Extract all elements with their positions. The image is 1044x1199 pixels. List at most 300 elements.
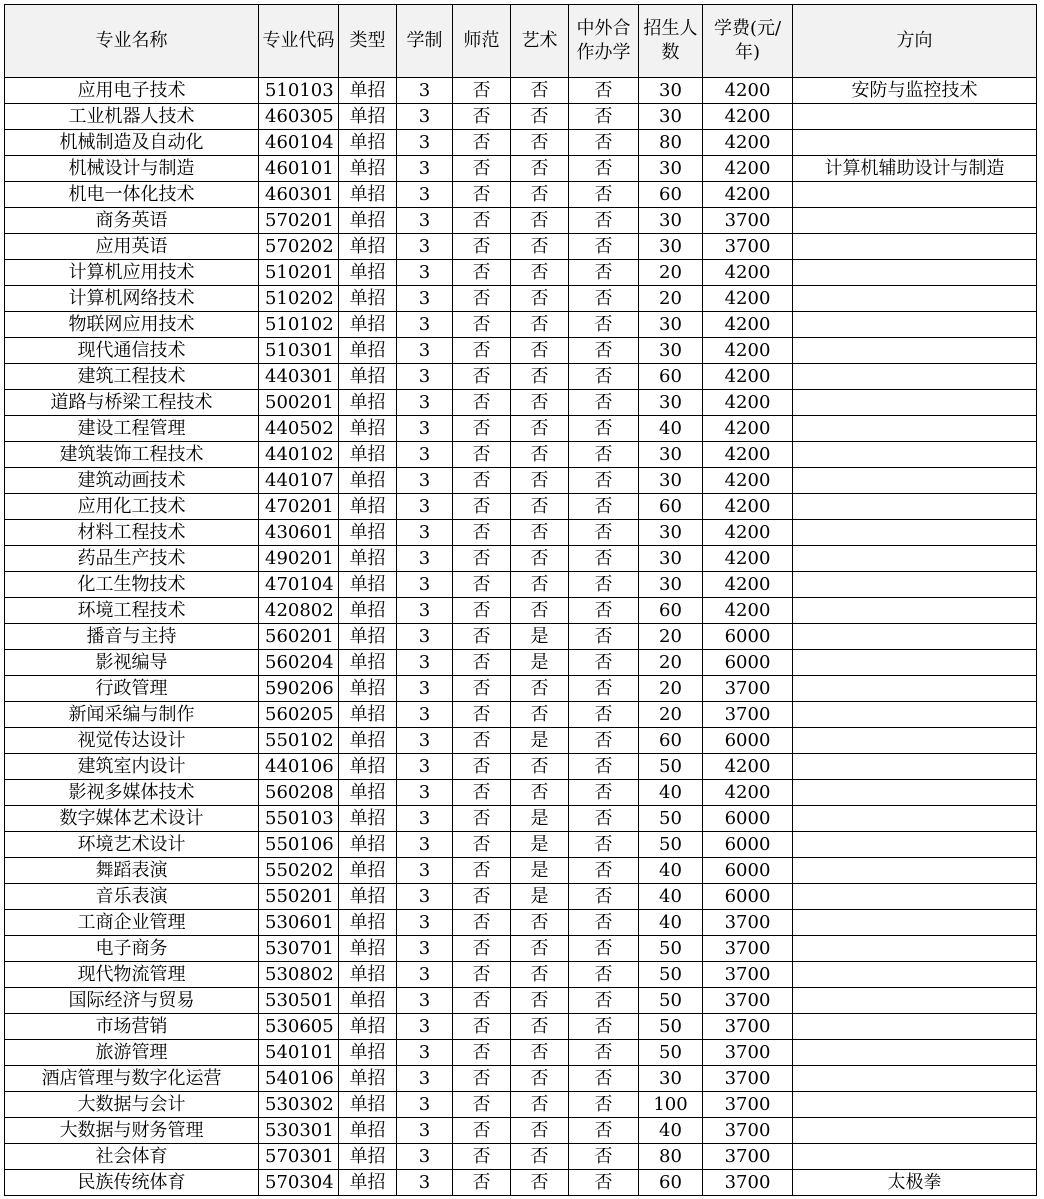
cell-type: 单招 bbox=[339, 312, 397, 338]
table-row bbox=[5, 442, 1037, 468]
cell-duration: 3 bbox=[397, 1040, 453, 1066]
cell-teacher-training: 否 bbox=[453, 1066, 511, 1092]
cell-type: 单招 bbox=[339, 104, 397, 130]
cell-duration: 3 bbox=[397, 1066, 453, 1092]
cell-direction bbox=[793, 624, 1037, 650]
cell-type: 单招 bbox=[339, 1066, 397, 1092]
cell-tuition: 3700 bbox=[703, 1066, 793, 1092]
cell-type: 单招 bbox=[339, 572, 397, 598]
cell-major-code: 490201 bbox=[259, 546, 339, 572]
cell-enrollment: 60 bbox=[639, 364, 703, 390]
cell-tuition: 3700 bbox=[703, 234, 793, 260]
table-row bbox=[5, 702, 1037, 728]
cell-tuition: 3700 bbox=[703, 1144, 793, 1170]
cell-teacher-training: 否 bbox=[453, 260, 511, 286]
cell-type: 单招 bbox=[339, 234, 397, 260]
cell-type: 单招 bbox=[339, 1170, 397, 1196]
cell-duration: 3 bbox=[397, 468, 453, 494]
cell-joint-program: 否 bbox=[569, 390, 639, 416]
cell-tuition: 6000 bbox=[703, 650, 793, 676]
cell-enrollment: 50 bbox=[639, 936, 703, 962]
cell-teacher-training: 否 bbox=[453, 832, 511, 858]
cell-art: 否 bbox=[511, 572, 569, 598]
header-duration: 学制 bbox=[397, 5, 453, 78]
cell-duration: 3 bbox=[397, 546, 453, 572]
cell-type: 单招 bbox=[339, 780, 397, 806]
cell-major-code: 560204 bbox=[259, 650, 339, 676]
table-row bbox=[5, 312, 1037, 338]
cell-teacher-training: 否 bbox=[453, 182, 511, 208]
cell-joint-program: 否 bbox=[569, 650, 639, 676]
cell-joint-program: 否 bbox=[569, 806, 639, 832]
cell-major-code: 510201 bbox=[259, 260, 339, 286]
cell-major-name: 建设工程管理 bbox=[5, 416, 259, 442]
cell-major-code: 530301 bbox=[259, 1118, 339, 1144]
cell-tuition: 6000 bbox=[703, 884, 793, 910]
cell-major-code: 560201 bbox=[259, 624, 339, 650]
cell-major-name: 数字媒体艺术设计 bbox=[5, 806, 259, 832]
cell-type: 单招 bbox=[339, 1092, 397, 1118]
cell-teacher-training: 否 bbox=[453, 390, 511, 416]
cell-direction bbox=[793, 416, 1037, 442]
cell-art: 否 bbox=[511, 676, 569, 702]
cell-major-name: 行政管理 bbox=[5, 676, 259, 702]
cell-duration: 3 bbox=[397, 1118, 453, 1144]
cell-tuition: 6000 bbox=[703, 728, 793, 754]
cell-major-name: 电子商务 bbox=[5, 936, 259, 962]
cell-major-name: 国际经济与贸易 bbox=[5, 988, 259, 1014]
cell-enrollment: 50 bbox=[639, 832, 703, 858]
header-joint-program: 中外合作办学 bbox=[569, 5, 639, 78]
cell-duration: 3 bbox=[397, 962, 453, 988]
cell-tuition: 3700 bbox=[703, 208, 793, 234]
cell-type: 单招 bbox=[339, 260, 397, 286]
table-row bbox=[5, 208, 1037, 234]
cell-joint-program: 否 bbox=[569, 780, 639, 806]
cell-duration: 3 bbox=[397, 1092, 453, 1118]
cell-teacher-training: 否 bbox=[453, 858, 511, 884]
cell-duration: 3 bbox=[397, 910, 453, 936]
cell-tuition: 4200 bbox=[703, 442, 793, 468]
cell-direction bbox=[793, 650, 1037, 676]
cell-type: 单招 bbox=[339, 1144, 397, 1170]
cell-teacher-training: 否 bbox=[453, 624, 511, 650]
cell-teacher-training: 否 bbox=[453, 1092, 511, 1118]
cell-direction bbox=[793, 676, 1037, 702]
cell-type: 单招 bbox=[339, 338, 397, 364]
cell-duration: 3 bbox=[397, 338, 453, 364]
cell-major-code: 440102 bbox=[259, 442, 339, 468]
cell-duration: 3 bbox=[397, 520, 453, 546]
cell-art: 否 bbox=[511, 1014, 569, 1040]
header-direction: 方向 bbox=[793, 5, 1037, 78]
cell-type: 单招 bbox=[339, 910, 397, 936]
cell-art: 否 bbox=[511, 416, 569, 442]
cell-major-code: 470201 bbox=[259, 494, 339, 520]
cell-teacher-training: 否 bbox=[453, 312, 511, 338]
cell-type: 单招 bbox=[339, 650, 397, 676]
cell-major-name: 影视多媒体技术 bbox=[5, 780, 259, 806]
cell-enrollment: 20 bbox=[639, 676, 703, 702]
cell-enrollment: 30 bbox=[639, 312, 703, 338]
cell-major-name: 道路与桥梁工程技术 bbox=[5, 390, 259, 416]
cell-major-code: 460305 bbox=[259, 104, 339, 130]
cell-tuition: 4200 bbox=[703, 520, 793, 546]
cell-teacher-training: 否 bbox=[453, 130, 511, 156]
cell-major-code: 530605 bbox=[259, 1014, 339, 1040]
cell-tuition: 4200 bbox=[703, 182, 793, 208]
cell-type: 单招 bbox=[339, 884, 397, 910]
table-row bbox=[5, 832, 1037, 858]
cell-enrollment: 40 bbox=[639, 1118, 703, 1144]
cell-direction bbox=[793, 260, 1037, 286]
cell-direction bbox=[793, 390, 1037, 416]
cell-major-name: 物联网应用技术 bbox=[5, 312, 259, 338]
cell-major-name: 商务英语 bbox=[5, 208, 259, 234]
cell-joint-program: 否 bbox=[569, 1170, 639, 1196]
cell-teacher-training: 否 bbox=[453, 338, 511, 364]
table-row bbox=[5, 1040, 1037, 1066]
table-row bbox=[5, 234, 1037, 260]
cell-major-code: 500201 bbox=[259, 390, 339, 416]
cell-enrollment: 50 bbox=[639, 962, 703, 988]
cell-joint-program: 否 bbox=[569, 832, 639, 858]
cell-type: 单招 bbox=[339, 806, 397, 832]
cell-major-code: 440107 bbox=[259, 468, 339, 494]
cell-art: 是 bbox=[511, 806, 569, 832]
cell-enrollment: 40 bbox=[639, 780, 703, 806]
cell-joint-program: 否 bbox=[569, 1118, 639, 1144]
cell-tuition: 3700 bbox=[703, 910, 793, 936]
cell-direction bbox=[793, 442, 1037, 468]
cell-type: 单招 bbox=[339, 364, 397, 390]
cell-major-name: 计算机网络技术 bbox=[5, 286, 259, 312]
cell-major-name: 音乐表演 bbox=[5, 884, 259, 910]
cell-joint-program: 否 bbox=[569, 962, 639, 988]
table-row bbox=[5, 1092, 1037, 1118]
cell-duration: 3 bbox=[397, 936, 453, 962]
cell-art: 否 bbox=[511, 962, 569, 988]
cell-tuition: 3700 bbox=[703, 1092, 793, 1118]
cell-type: 单招 bbox=[339, 624, 397, 650]
cell-enrollment: 30 bbox=[639, 520, 703, 546]
cell-major-code: 590206 bbox=[259, 676, 339, 702]
table-body bbox=[5, 78, 1037, 1196]
cell-joint-program: 否 bbox=[569, 1014, 639, 1040]
cell-major-name: 药品生产技术 bbox=[5, 546, 259, 572]
cell-joint-program: 否 bbox=[569, 1040, 639, 1066]
cell-tuition: 3700 bbox=[703, 702, 793, 728]
cell-direction bbox=[793, 1118, 1037, 1144]
cell-major-code: 510103 bbox=[259, 78, 339, 104]
header-major-name: 专业名称 bbox=[5, 5, 259, 78]
cell-major-code: 530501 bbox=[259, 988, 339, 1014]
cell-teacher-training: 否 bbox=[453, 780, 511, 806]
table-row bbox=[5, 1066, 1037, 1092]
cell-art: 否 bbox=[511, 1066, 569, 1092]
cell-enrollment: 30 bbox=[639, 1066, 703, 1092]
cell-major-code: 550102 bbox=[259, 728, 339, 754]
table-row bbox=[5, 572, 1037, 598]
cell-art: 是 bbox=[511, 728, 569, 754]
cell-direction: 计算机辅助设计与制造 bbox=[793, 156, 1037, 182]
cell-major-code: 430601 bbox=[259, 520, 339, 546]
cell-enrollment: 40 bbox=[639, 416, 703, 442]
cell-art: 是 bbox=[511, 832, 569, 858]
cell-major-name: 机电一体化技术 bbox=[5, 182, 259, 208]
cell-tuition: 4200 bbox=[703, 130, 793, 156]
cell-joint-program: 否 bbox=[569, 312, 639, 338]
cell-type: 单招 bbox=[339, 520, 397, 546]
table-row bbox=[5, 338, 1037, 364]
cell-direction bbox=[793, 546, 1037, 572]
cell-art: 否 bbox=[511, 936, 569, 962]
cell-art: 是 bbox=[511, 650, 569, 676]
cell-direction bbox=[793, 234, 1037, 260]
cell-duration: 3 bbox=[397, 1014, 453, 1040]
cell-major-code: 550202 bbox=[259, 858, 339, 884]
cell-enrollment: 30 bbox=[639, 442, 703, 468]
cell-duration: 3 bbox=[397, 416, 453, 442]
cell-major-name: 建筑动画技术 bbox=[5, 468, 259, 494]
cell-major-code: 560208 bbox=[259, 780, 339, 806]
cell-major-name: 应用电子技术 bbox=[5, 78, 259, 104]
cell-direction bbox=[793, 1144, 1037, 1170]
cell-direction: 安防与监控技术 bbox=[793, 78, 1037, 104]
cell-direction bbox=[793, 858, 1037, 884]
cell-direction bbox=[793, 208, 1037, 234]
cell-tuition: 4200 bbox=[703, 468, 793, 494]
cell-joint-program: 否 bbox=[569, 858, 639, 884]
cell-major-name: 应用化工技术 bbox=[5, 494, 259, 520]
cell-art: 否 bbox=[511, 598, 569, 624]
table-row bbox=[5, 754, 1037, 780]
cell-enrollment: 50 bbox=[639, 806, 703, 832]
header-enrollment: 招生人数 bbox=[639, 5, 703, 78]
cell-enrollment: 30 bbox=[639, 104, 703, 130]
cell-major-name: 舞蹈表演 bbox=[5, 858, 259, 884]
header-major-code: 专业代码 bbox=[259, 5, 339, 78]
cell-teacher-training: 否 bbox=[453, 572, 511, 598]
cell-type: 单招 bbox=[339, 676, 397, 702]
cell-art: 否 bbox=[511, 468, 569, 494]
cell-duration: 3 bbox=[397, 104, 453, 130]
cell-major-code: 460104 bbox=[259, 130, 339, 156]
cell-major-code: 570202 bbox=[259, 234, 339, 260]
cell-type: 单招 bbox=[339, 442, 397, 468]
cell-major-name: 现代通信技术 bbox=[5, 338, 259, 364]
cell-enrollment: 30 bbox=[639, 572, 703, 598]
cell-major-code: 560205 bbox=[259, 702, 339, 728]
cell-teacher-training: 否 bbox=[453, 104, 511, 130]
table-row bbox=[5, 624, 1037, 650]
cell-art: 否 bbox=[511, 208, 569, 234]
cell-art: 否 bbox=[511, 234, 569, 260]
cell-major-code: 440301 bbox=[259, 364, 339, 390]
cell-tuition: 4200 bbox=[703, 156, 793, 182]
cell-joint-program: 否 bbox=[569, 494, 639, 520]
cell-major-code: 540106 bbox=[259, 1066, 339, 1092]
cell-direction bbox=[793, 1040, 1037, 1066]
cell-teacher-training: 否 bbox=[453, 728, 511, 754]
cell-art: 否 bbox=[511, 1040, 569, 1066]
cell-type: 单招 bbox=[339, 1040, 397, 1066]
cell-enrollment: 30 bbox=[639, 78, 703, 104]
cell-duration: 3 bbox=[397, 182, 453, 208]
cell-tuition: 6000 bbox=[703, 624, 793, 650]
cell-duration: 3 bbox=[397, 208, 453, 234]
cell-major-name: 视觉传达设计 bbox=[5, 728, 259, 754]
table-row bbox=[5, 806, 1037, 832]
cell-enrollment: 50 bbox=[639, 1040, 703, 1066]
cell-teacher-training: 否 bbox=[453, 1014, 511, 1040]
cell-duration: 3 bbox=[397, 364, 453, 390]
cell-art: 否 bbox=[511, 1144, 569, 1170]
cell-duration: 3 bbox=[397, 702, 453, 728]
table-row bbox=[5, 546, 1037, 572]
cell-joint-program: 否 bbox=[569, 910, 639, 936]
cell-enrollment: 50 bbox=[639, 754, 703, 780]
table-row bbox=[5, 156, 1037, 182]
table-row bbox=[5, 78, 1037, 104]
table-row bbox=[5, 286, 1037, 312]
cell-art: 否 bbox=[511, 156, 569, 182]
cell-major-name: 建筑室内设计 bbox=[5, 754, 259, 780]
table-row bbox=[5, 182, 1037, 208]
cell-joint-program: 否 bbox=[569, 624, 639, 650]
cell-joint-program: 否 bbox=[569, 208, 639, 234]
cell-major-code: 530302 bbox=[259, 1092, 339, 1118]
cell-tuition: 4200 bbox=[703, 572, 793, 598]
cell-major-code: 460301 bbox=[259, 182, 339, 208]
cell-major-name: 建筑工程技术 bbox=[5, 364, 259, 390]
cell-major-name: 计算机应用技术 bbox=[5, 260, 259, 286]
cell-joint-program: 否 bbox=[569, 1092, 639, 1118]
cell-direction bbox=[793, 1092, 1037, 1118]
cell-art: 否 bbox=[511, 312, 569, 338]
cell-type: 单招 bbox=[339, 728, 397, 754]
table-row bbox=[5, 364, 1037, 390]
cell-tuition: 3700 bbox=[703, 962, 793, 988]
cell-direction bbox=[793, 806, 1037, 832]
cell-duration: 3 bbox=[397, 1170, 453, 1196]
cell-teacher-training: 否 bbox=[453, 208, 511, 234]
cell-art: 否 bbox=[511, 1092, 569, 1118]
cell-direction bbox=[793, 468, 1037, 494]
cell-duration: 3 bbox=[397, 598, 453, 624]
cell-type: 单招 bbox=[339, 962, 397, 988]
cell-enrollment: 30 bbox=[639, 208, 703, 234]
cell-major-code: 530601 bbox=[259, 910, 339, 936]
cell-art: 否 bbox=[511, 78, 569, 104]
cell-direction bbox=[793, 832, 1037, 858]
cell-type: 单招 bbox=[339, 1014, 397, 1040]
cell-teacher-training: 否 bbox=[453, 416, 511, 442]
cell-major-name: 社会体育 bbox=[5, 1144, 259, 1170]
cell-tuition: 3700 bbox=[703, 936, 793, 962]
cell-art: 否 bbox=[511, 338, 569, 364]
table-row bbox=[5, 884, 1037, 910]
cell-teacher-training: 否 bbox=[453, 754, 511, 780]
cell-joint-program: 否 bbox=[569, 728, 639, 754]
cell-art: 否 bbox=[511, 702, 569, 728]
cell-tuition: 3700 bbox=[703, 988, 793, 1014]
cell-tuition: 4200 bbox=[703, 78, 793, 104]
cell-direction bbox=[793, 884, 1037, 910]
cell-major-name: 建筑装饰工程技术 bbox=[5, 442, 259, 468]
cell-teacher-training: 否 bbox=[453, 650, 511, 676]
table-row bbox=[5, 104, 1037, 130]
cell-joint-program: 否 bbox=[569, 754, 639, 780]
cell-teacher-training: 否 bbox=[453, 286, 511, 312]
cell-major-name: 酒店管理与数字化运营 bbox=[5, 1066, 259, 1092]
cell-major-code: 550201 bbox=[259, 884, 339, 910]
cell-type: 单招 bbox=[339, 702, 397, 728]
cell-major-name: 机械设计与制造 bbox=[5, 156, 259, 182]
cell-major-name: 应用英语 bbox=[5, 234, 259, 260]
table-row bbox=[5, 728, 1037, 754]
table-row bbox=[5, 520, 1037, 546]
cell-enrollment: 100 bbox=[639, 1092, 703, 1118]
cell-art: 是 bbox=[511, 858, 569, 884]
cell-duration: 3 bbox=[397, 390, 453, 416]
table-row bbox=[5, 780, 1037, 806]
cell-joint-program: 否 bbox=[569, 572, 639, 598]
cell-direction bbox=[793, 286, 1037, 312]
enrollment-table bbox=[4, 4, 1037, 1196]
cell-tuition: 4200 bbox=[703, 416, 793, 442]
cell-art: 否 bbox=[511, 546, 569, 572]
table-row bbox=[5, 468, 1037, 494]
cell-major-name: 工业机器人技术 bbox=[5, 104, 259, 130]
cell-enrollment: 40 bbox=[639, 910, 703, 936]
cell-major-code: 440502 bbox=[259, 416, 339, 442]
cell-art: 否 bbox=[511, 988, 569, 1014]
cell-enrollment: 20 bbox=[639, 260, 703, 286]
table-row bbox=[5, 936, 1037, 962]
cell-enrollment: 60 bbox=[639, 1170, 703, 1196]
cell-major-name: 大数据与会计 bbox=[5, 1092, 259, 1118]
cell-tuition: 3700 bbox=[703, 1040, 793, 1066]
cell-teacher-training: 否 bbox=[453, 1040, 511, 1066]
cell-art: 否 bbox=[511, 494, 569, 520]
cell-tuition: 4200 bbox=[703, 494, 793, 520]
cell-type: 单招 bbox=[339, 754, 397, 780]
cell-tuition: 4200 bbox=[703, 312, 793, 338]
cell-direction bbox=[793, 598, 1037, 624]
cell-direction bbox=[793, 338, 1037, 364]
cell-major-name: 现代物流管理 bbox=[5, 962, 259, 988]
cell-teacher-training: 否 bbox=[453, 468, 511, 494]
cell-type: 单招 bbox=[339, 598, 397, 624]
cell-major-code: 440106 bbox=[259, 754, 339, 780]
table-row bbox=[5, 650, 1037, 676]
cell-type: 单招 bbox=[339, 494, 397, 520]
header-teacher-training: 师范 bbox=[453, 5, 511, 78]
cell-direction bbox=[793, 494, 1037, 520]
cell-art: 否 bbox=[511, 130, 569, 156]
cell-type: 单招 bbox=[339, 546, 397, 572]
cell-direction: 太极拳 bbox=[793, 1170, 1037, 1196]
cell-direction bbox=[793, 728, 1037, 754]
cell-type: 单招 bbox=[339, 156, 397, 182]
cell-major-name: 市场营销 bbox=[5, 1014, 259, 1040]
cell-art: 否 bbox=[511, 1170, 569, 1196]
cell-major-name: 工商企业管理 bbox=[5, 910, 259, 936]
cell-type: 单招 bbox=[339, 832, 397, 858]
cell-duration: 3 bbox=[397, 676, 453, 702]
cell-art: 否 bbox=[511, 442, 569, 468]
